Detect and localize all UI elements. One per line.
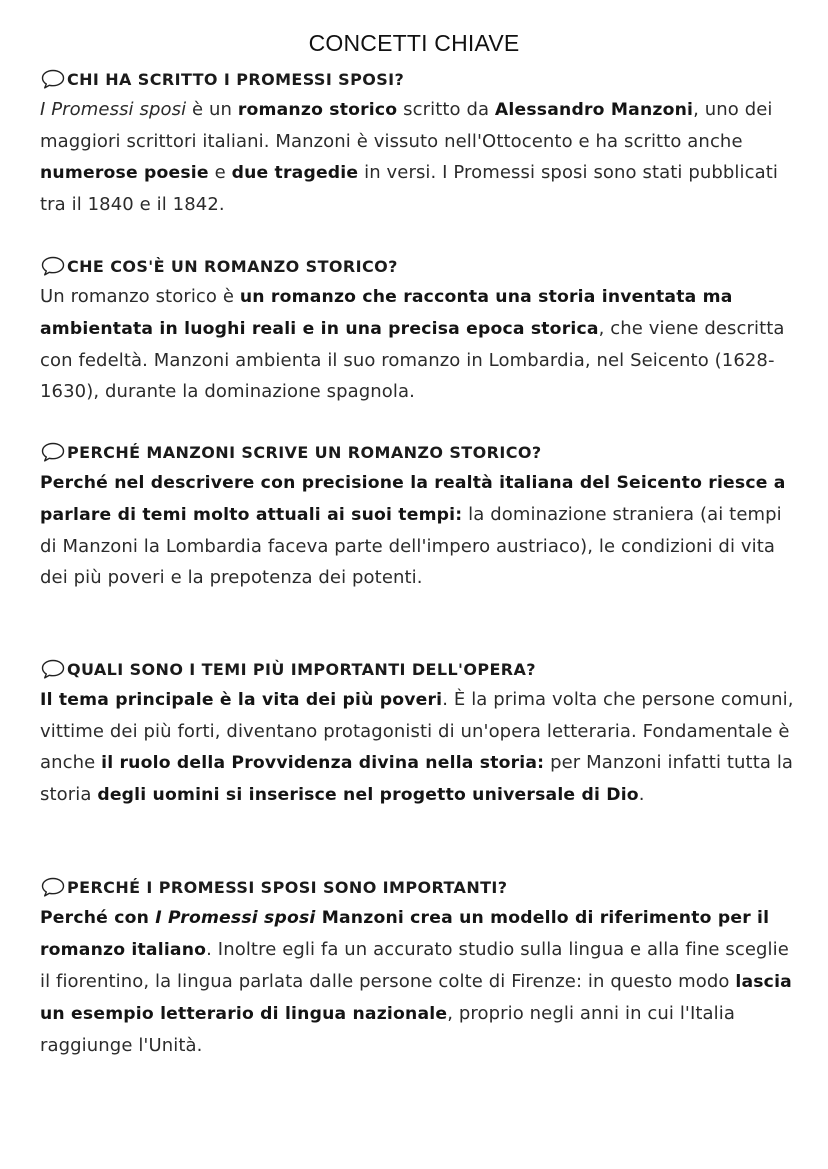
text-run: . — [638, 784, 645, 805]
bold-phrase: Manzoni crea un modello di riferimento per il romanzo italiano — [40, 908, 770, 960]
section-paragraph — [40, 467, 800, 593]
speech-bubble-icon — [40, 658, 66, 680]
bold-phrase: romanzo storico — [237, 100, 398, 120]
bold-phrase: lascia un esempio letterario di lingua nazionale — [40, 972, 792, 1024]
text-run: Un romanzo storico è — [40, 286, 240, 307]
bold-phrase: degli uomini si inserisce nel progetto universale di Dio — [97, 785, 639, 805]
bold-phrase: numerose poesie — [40, 163, 209, 183]
text-run: , uno dei maggiori scrittori italiani. Manzoni è vissuto nell'Ottocento e ha scritto anche — [40, 99, 773, 152]
section-heading-text: QUALI SONO I TEMI PIÙ IMPORTANTI DELL'OPERA? — [67, 659, 536, 679]
section-heading-text: CHE COS'È UN ROMANZO STORICO? — [67, 256, 398, 276]
section-heading — [40, 872, 800, 902]
bold-italic-title — [155, 908, 315, 928]
section-heading — [40, 654, 800, 684]
section-paragraph — [40, 902, 800, 1061]
section-paragraph — [40, 684, 800, 811]
text-run: in versi. I Promessi sposi sono stati pubblicati tra il 1840 e il 1842. — [40, 162, 779, 215]
text-run: . È la prima volta che persone comuni, vittime dei più forti, diventano protagonisti di un'opera letteraria. Fondamentale è anche — [40, 689, 794, 773]
page-title: CONCETTI CHIAVE — [308, 30, 520, 56]
bold-phrase: Perché nel descrivere con precisione la realtà italiana del Seicento riesce a parlare di temi molto attuali ai suoi tempi: — [40, 473, 786, 525]
speech-bubble-icon — [40, 441, 66, 463]
text-run: e — [208, 162, 232, 183]
bold-phrase: il ruolo della Provvidenza divina nella storia: — [101, 753, 545, 773]
section-why-historical — [40, 437, 800, 593]
italic-title: I Promessi sposi — [40, 99, 187, 120]
section-historical-novel — [40, 251, 800, 407]
section-main-themes — [40, 654, 800, 811]
speech-bubble-icon — [40, 255, 66, 277]
bold-phrase: Il tema principale è la vita dei più poveri — [40, 690, 443, 710]
section-paragraph — [40, 281, 800, 407]
section-who-wrote — [40, 64, 800, 220]
section-heading — [40, 437, 800, 467]
section-heading-text: PERCHÉ I PROMESSI SPOSI SONO IMPORTANTI? — [67, 877, 508, 897]
section-importance — [40, 872, 800, 1061]
bold-phrase: Alessandro Manzoni — [494, 100, 694, 120]
text-run: scritto da — [397, 99, 495, 120]
bold-phrase: Perché con — [40, 908, 156, 928]
bold-phrase: un romanzo che racconta una storia inventata ma ambientata in luoghi reali e in una precisa epoca storica — [40, 287, 733, 339]
bold-phrase: due tragedie — [231, 163, 359, 183]
text-run: , che viene descritta con fedeltà. Manzoni ambienta il suo romanzo in Lombardia, nel Seicento (1628-1630), durante la dominazione spagnola. — [40, 318, 785, 402]
section-heading-text: CHI HA SCRITTO I PROMESSI SPOSI? — [67, 69, 405, 89]
italic-title: I Promessi sposi — [155, 908, 316, 928]
speech-bubble-icon — [40, 876, 66, 898]
section-heading — [40, 251, 800, 281]
speech-bubble-icon — [40, 68, 66, 90]
section-heading-text: PERCHÉ MANZONI SCRIVE UN ROMANZO STORICO? — [67, 442, 542, 462]
text-run: per Manzoni infatti tutta la storia — [40, 752, 794, 805]
section-paragraph — [40, 94, 800, 220]
text-run: la dominazione straniera (ai tempi di Manzoni la Lombardia faceva parte dell'impero austriaco), le condizioni di vita dei più poveri e la prepotenza dei potenti. — [40, 504, 782, 588]
section-heading — [40, 64, 800, 94]
text-run: è un — [186, 99, 238, 120]
text-run: , proprio negli anni in cui l'Italia raggiunge l'Unità. — [40, 1003, 736, 1056]
text-run: . Inoltre egli fa un accurato studio sulla lingua e alla fine sceglie il fiorentino, la lingua parlata dalle persone colte di Firenze: in questo modo — [40, 939, 789, 992]
